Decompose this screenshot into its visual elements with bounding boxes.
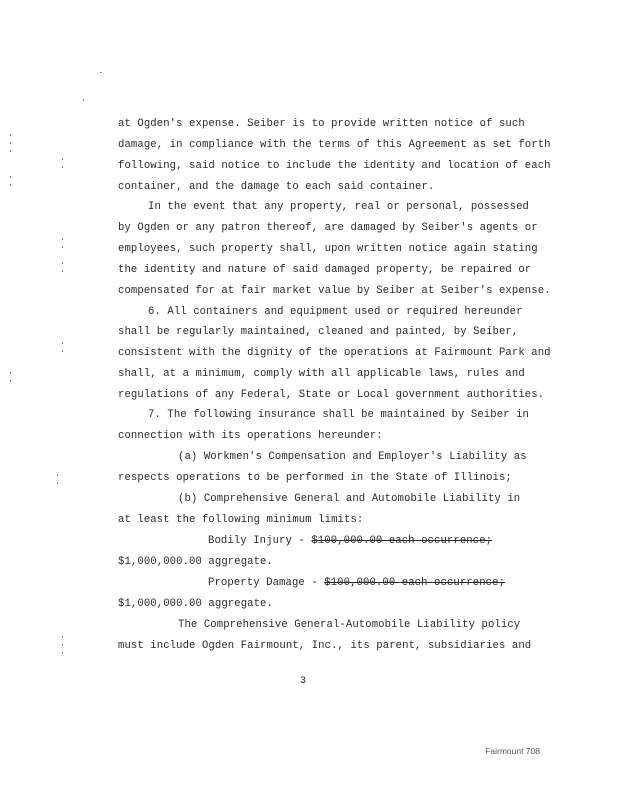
- body-line-12: consistent with the dignity of the operations at Fairmount Park and: [118, 347, 551, 359]
- bodily-injury-line: [208, 535, 492, 547]
- property-damage-aggregate: $1,000,000.00 aggregate.: [118, 598, 273, 610]
- closing-line-1: The Comprehensive General-Automobile Liability policy: [178, 619, 521, 631]
- property-damage-struck-limit: $100,000.00 each occurrence;: [324, 577, 506, 589]
- body-line-6: by Ogden or any patron thereof, are damaged by Seiber's agents or: [118, 222, 538, 234]
- body-line-16: connection with its operations hereunder:: [118, 430, 383, 442]
- body-line-11: shall be regularly maintained, cleaned and painted, by Seiber,: [118, 326, 519, 338]
- bodily-injury-aggregate: $1,000,000.00 aggregate.: [118, 556, 273, 568]
- body-line-14: regulations of any Federal, State or Local government authorities.: [118, 389, 545, 401]
- body-line-7: employees, such property shall, upon written notice again stating: [118, 243, 538, 255]
- body-line-20: at least the following minimum limits:: [118, 514, 364, 526]
- document-footer-id: Fairmount 708: [485, 746, 540, 756]
- body-line-2: damage, in compliance with the terms of this Agreement as set forth: [118, 139, 551, 151]
- body-line-5: In the event that any property, real or personal, possessed: [148, 201, 529, 213]
- body-line-13: shall, at a minimum, comply with all applicable laws, rules and: [118, 368, 525, 380]
- body-line-8: the identity and nature of said damaged property, be repaired or: [118, 264, 532, 276]
- body-line-17: (a) Workmen's Compensation and Employer's Liability as: [178, 451, 527, 463]
- body-line-1: at Ogden's expense. Seiber is to provide written notice of such: [118, 118, 525, 130]
- body-line-3: following, said notice to include the identity and location of each: [118, 160, 551, 172]
- bodily-injury-label: Bodily Injury -: [208, 535, 305, 547]
- body-line-9: compensated for at fair market value by Seiber at Seiber's expense.: [118, 285, 551, 297]
- body-line-10: 6. All containers and equipment used or required hereunder: [148, 306, 523, 318]
- closing-line-2: must include Ogden Fairmount, Inc., its parent, subsidiaries and: [118, 640, 532, 652]
- bodily-injury-struck-limit: $100,000.00 each occurrence;: [311, 535, 493, 547]
- page-number: 3: [300, 676, 307, 687]
- property-damage-line: [208, 577, 505, 589]
- property-damage-label: Property Damage -: [208, 577, 318, 589]
- body-line-15: 7. The following insurance shall be maintained by Seiber in: [148, 409, 529, 421]
- body-line-18: respects operations to be performed in the State of Illinois;: [118, 472, 512, 484]
- body-line-19: (b) Comprehensive General and Automobile Liability in: [178, 493, 521, 505]
- body-line-4: container, and the damage to each said container.: [118, 181, 435, 193]
